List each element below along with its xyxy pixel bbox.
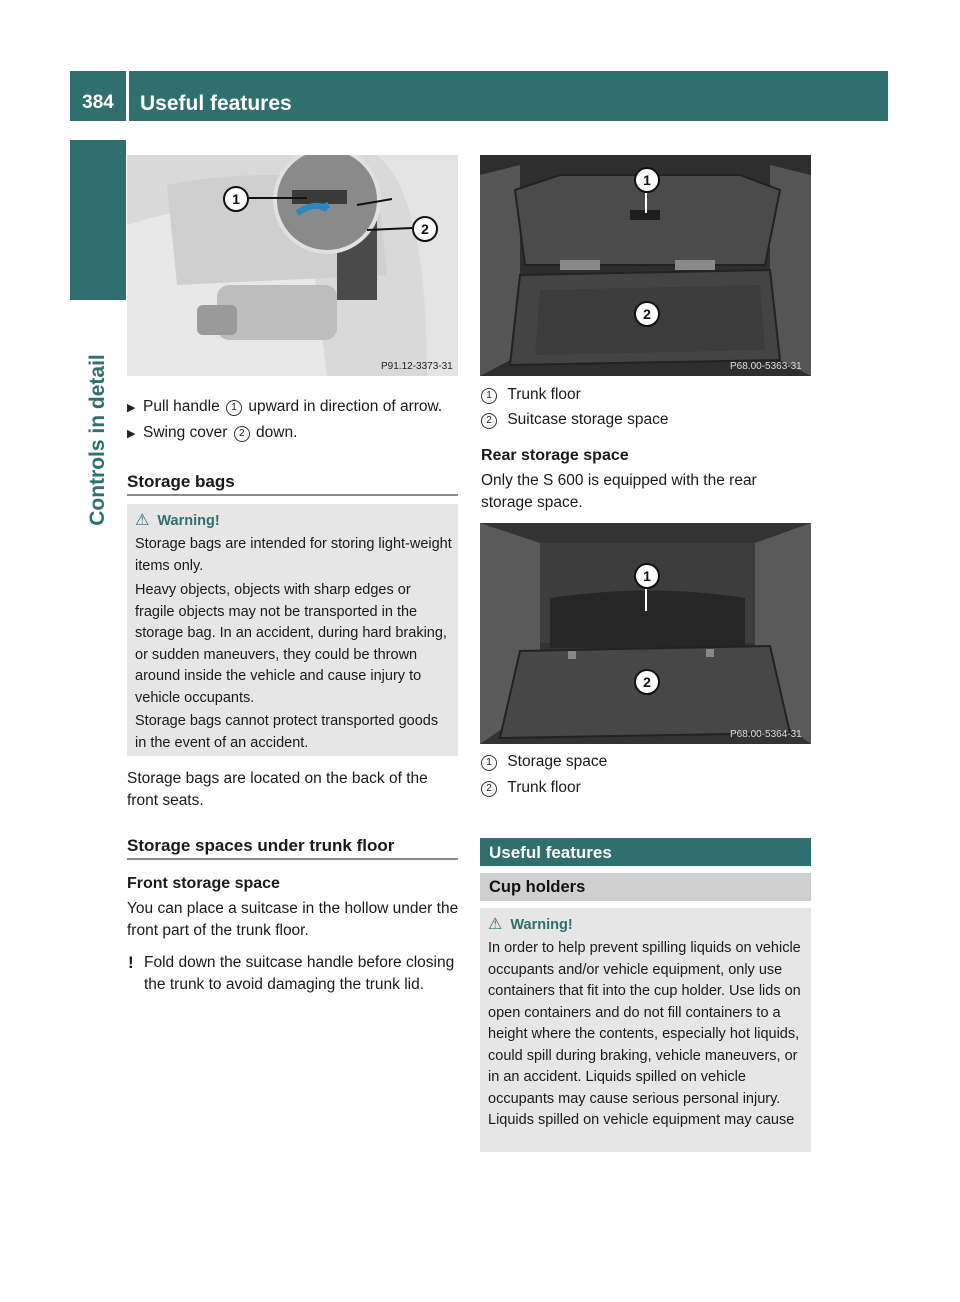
number-badge: 1 [481,755,497,771]
rear-seat-photo [127,155,458,376]
callout-1: 1 [223,186,249,212]
heading-rule [127,858,458,860]
legend-item: 1 Trunk floor [481,384,581,406]
warning-triangle-icon: ⚠ [488,916,503,933]
image-code: P91.12-3373-31 [381,361,453,372]
image-code: P68.00-5364-31 [730,729,802,740]
warning-header: ⚠ Warning! [135,512,220,529]
rear-seat-illustration [127,155,458,376]
rear-storage-illustration [480,523,811,744]
storage-bags-heading: Storage bags [127,472,235,491]
callout-2: 2 [634,669,660,695]
warning-paragraph: Storage bags are intended for storing light-weight items only. [135,536,452,574]
legend-item: 1 Storage space [481,751,607,773]
rear-storage-heading: Rear storage space [481,447,629,464]
note-symbol: ! [128,953,134,972]
number-badge: 2 [481,781,497,797]
warning-box-storage-bags [127,504,458,756]
warning-box-cup-holders [480,908,811,1152]
warning-paragraph: Storage bags cannot protect transported goods in the event of an accident. [135,713,439,751]
side-label: Controls in detail [86,354,109,526]
rear-storage-photo [480,523,811,744]
page-number: 384 [82,92,114,113]
callout-1: 1 [634,563,660,589]
image-code: P68.00-5363-31 [730,361,802,372]
number-badge: 1 [481,388,497,404]
number-badge: 1 [226,400,242,416]
side-label-container [70,300,126,580]
step-pull-handle: ▶ Pull handle 1 upward in direction of arrow. [127,396,467,419]
number-badge: 2 [481,413,497,429]
legend-item: 2 Suitcase storage space [481,409,668,431]
callout-2: 2 [412,216,438,242]
trunk-floor-photo [480,155,811,376]
number-badge: 2 [234,426,250,442]
heading-rule [127,494,458,496]
warning-header: ⚠ Warning! [488,916,573,933]
note-text: Fold down the suitcase handle before closing the trunk to avoid damaging the trunk lid. [144,954,455,993]
subsection-bar-cup-holders: Cup holders [480,873,811,901]
header-divider [126,71,129,121]
warning-triangle-icon: ⚠ [135,512,150,529]
warning-paragraph: Heavy objects, objects with sharp edges or fragile objects may not be transported in the storage bag. In an accident, during hard braking, or sudden maneuvers, they could be thrown around inside the vehicle and cause injury to vehicle occupants. [135,582,447,706]
side-tab [70,140,126,300]
step-arrow-icon: ▶ [127,428,136,440]
rear-storage-text: Only the S 600 is equipped with the rear storage space. [481,472,757,511]
front-storage-heading: Front storage space [127,875,280,892]
storage-bags-text: Storage bags are located on the back of the front seats. [127,770,428,809]
legend-item: 2 Trunk floor [481,777,581,799]
callout-1: 1 [634,167,660,193]
callout-2: 2 [634,301,660,327]
trunk-floor-heading: Storage spaces under trunk floor [127,836,395,855]
step-swing-cover: ▶ Swing cover 2 down. [127,422,467,445]
warning-paragraph: In order to help prevent spilling liquids on vehicle occupants and/or vehicle equipment, only use containers that fit into the cup holder. Use lids on open containers and do not fill containers to a height where the contents, especially hot liquids, could spill during braking, vehicle maneuvers, or in an accident. Liquids spilled on vehicle occupants may cause serious personal injury. Liquids spilled on vehicle equipment may cause [488,940,801,1128]
step-arrow-icon: ▶ [127,402,136,414]
front-storage-text: You can place a suitcase in the hollow under the front part of the trunk floor. [127,900,459,939]
section-bar-useful-features: Useful features [480,838,811,866]
page-title: Useful features [140,92,292,115]
